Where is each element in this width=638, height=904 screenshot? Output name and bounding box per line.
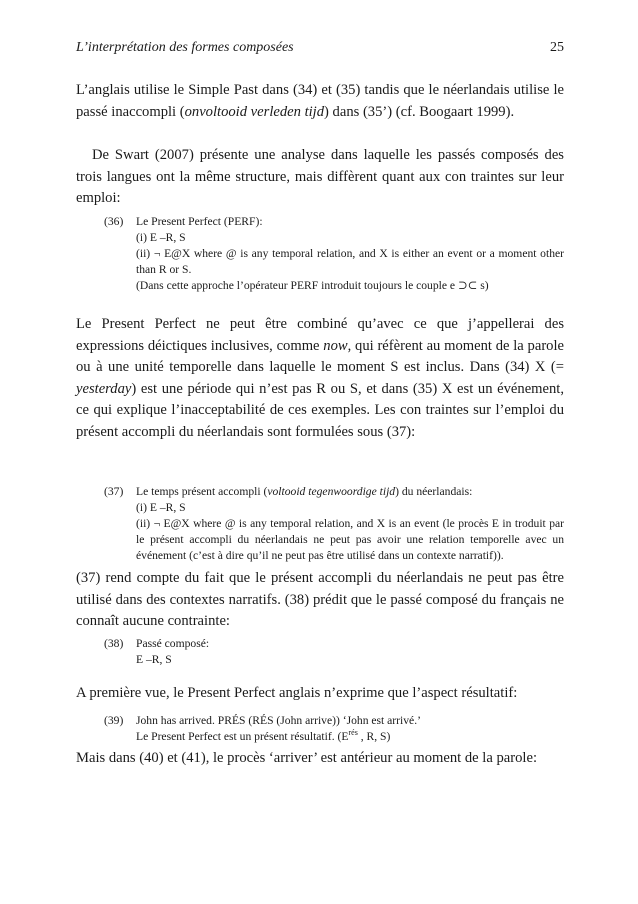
paragraph-3: Le Present Perfect ne peut être combiné qu’avec ce que j’appellerai des expressions déictiques inclusives, comme now, qui réfèrent au moment de la parole ou à une unité temporelle dans laquelle le moment S est inclus. Dans (34) X (= yesterday) est une période qui n’est pas R ou S, et dans (35) X est un événement, ce qui explique l’inacceptabilité de ces exemples. Les con traintes sur l’emploi du présent accompli du néerlandais sont formulées sous (37):: [76, 316, 565, 440]
paragraph-1: L’anglais utilise le Simple Past dans (34) et (35) tandis que le néerlandais utilise le passé inaccompli (onvoltooid verleden tijd) dans (35’) (cf. Boogaart 1999).: [76, 82, 564, 120]
example-line: Passé composé:: [136, 637, 210, 650]
example-line: (ii) ¬ E@X where @ is any temporal relation, and X is an event (le procès E in troduit par le présent accompli du néerlandais ne peut pas avoir une relation temporelle avec un événement (c’est à dire qu’il ne peut pas être utilisé dans un contexte narratif)).: [136, 517, 564, 562]
example-36: [104, 214, 564, 294]
example-number: (37): [104, 485, 124, 498]
example-line: (i) E –R, S: [136, 231, 186, 244]
page-number: 25: [550, 40, 564, 55]
example-39: [104, 713, 564, 745]
example-title: Le Present Perfect (PERF):: [136, 215, 263, 228]
paragraph-2: De Swart (2007) présente une analyse dans laquelle les passés composés des trois langues ont la même structure, mais diffèrent quant aux con traintes sur leur emploi:: [76, 147, 564, 206]
example-line: (ii) ¬ E@X where @ is any temporal relation, and X is either an event or a moment other than R or S.: [136, 247, 564, 276]
example-number: (38): [104, 637, 124, 650]
paragraph-4: (37) rend compte du fait que le présent accompli du néerlandais ne peut pas être utilisé dans des contextes narratifs. (38) prédit que le passé composé du français ne connaît aucune contrainte:: [76, 570, 564, 629]
example-line: E –R, S: [136, 653, 172, 666]
paragraph-6: Mais dans (40) et (41), le procès ‘arriver’ est antérieur au moment de la parole:: [76, 750, 537, 766]
page-header: [76, 40, 564, 60]
example-line: (i) E –R, S: [136, 501, 186, 514]
example-title: Le temps présent accompli (voltooid tegenwoordige tijd) du néerlandais:: [136, 485, 473, 498]
paragraph-5: A première vue, le Present Perfect anglais n’exprime que l’aspect résultatif:: [76, 685, 518, 701]
example-38: [104, 636, 564, 668]
example-number: (36): [104, 215, 124, 228]
example-line: Le Present Perfect est un présent résultatif. ($E^{rés}$ , R, S): [136, 728, 391, 743]
example-line: (Dans cette approche l’opérateur PERF introduit toujours le couple e ⊃⊂ s): [136, 279, 489, 292]
example-line: John has arrived. PRÉS (RÉS (John arrive)) ‘John est arrivé.’: [136, 714, 421, 727]
example-number: (39): [104, 714, 124, 727]
example-37: [104, 484, 564, 564]
running-title: L’interprétation des formes composées: [76, 40, 294, 55]
